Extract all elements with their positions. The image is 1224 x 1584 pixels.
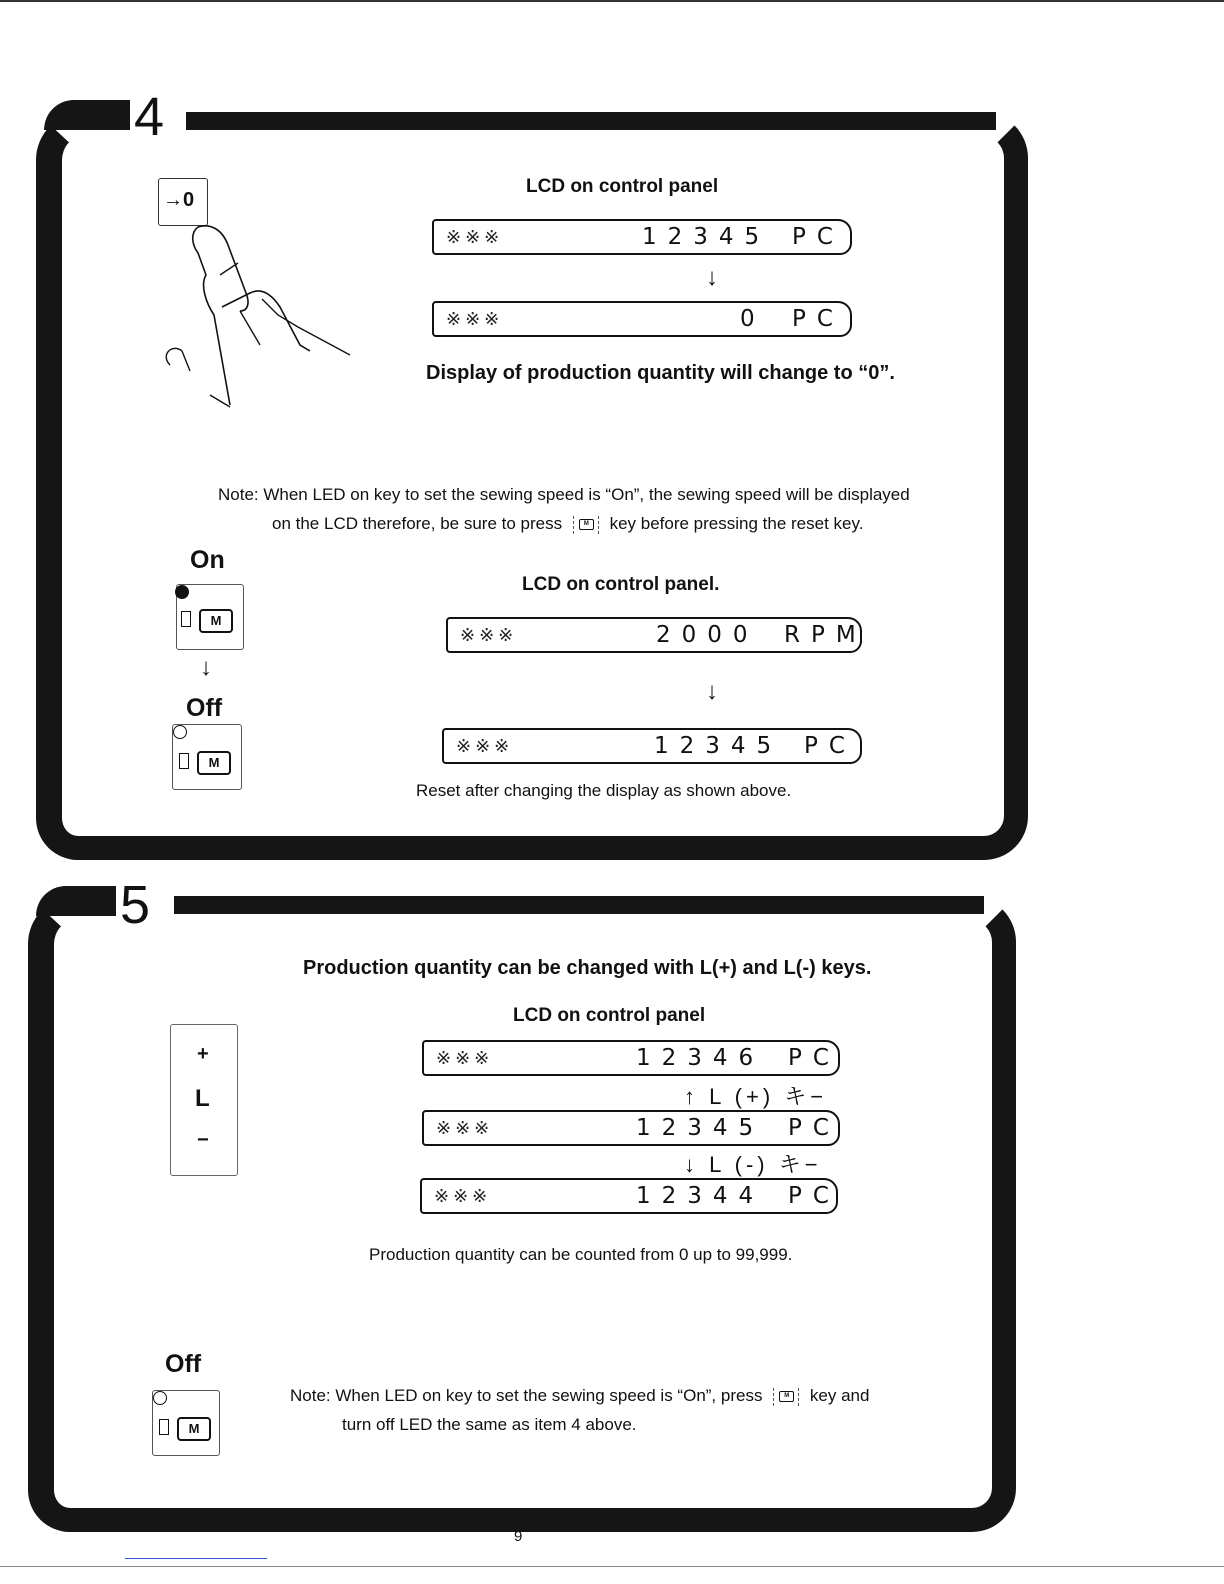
reset-key-label: →0 <box>163 189 195 211</box>
speed-key-off[interactable] <box>152 1390 220 1456</box>
lcd-unit: PC <box>788 1183 840 1209</box>
speed-key-icon: M <box>573 516 599 534</box>
lcd-title: LCD on control panel <box>526 176 719 197</box>
down-arrow-icon: ↓ <box>706 678 718 705</box>
minus-key-hint: ↓ L (-) キ− <box>684 1152 822 1177</box>
down-arrow-icon: ↓ <box>200 654 212 681</box>
section-5-heading: Production quantity can be changed with L(+) and L(-) keys. <box>303 957 872 979</box>
off-label: Off <box>186 694 223 722</box>
lcd-title-2: LCD on control panel. <box>522 574 720 595</box>
plus-key-label[interactable]: + <box>197 1043 209 1065</box>
minus-key-label[interactable]: − <box>197 1129 209 1151</box>
lcd-unit: RPM <box>784 622 867 648</box>
lcd-value: 12345 <box>654 733 783 759</box>
note-line-1 <box>290 1386 869 1406</box>
off-label: Off <box>165 1350 202 1378</box>
speed-key-on[interactable] <box>176 584 244 650</box>
lcd-value: 0 <box>740 306 766 332</box>
top-rule <box>0 0 1224 2</box>
l-key-letter: L <box>195 1085 210 1112</box>
l-key[interactable] <box>170 1024 238 1176</box>
lcd-value: 2000 <box>656 622 759 648</box>
note-line-1a: Note: When LED on key to set the sewing speed is “On”, press <box>290 1386 763 1405</box>
caption-reset-result: Display of production quantity will change to “0”. <box>426 362 895 384</box>
lcd-indicator-icon: ※※※ <box>460 625 518 646</box>
lcd-indicator-icon: ※※※ <box>434 1186 492 1207</box>
lcd-indicator-icon: ※※※ <box>436 1118 494 1139</box>
lcd-unit: PC <box>788 1045 840 1071</box>
lcd-unit: PC <box>792 306 844 332</box>
footer-link-underline[interactable] <box>125 1558 267 1559</box>
note-line-2b: key before pressing the reset key. <box>609 514 864 533</box>
key-handle-icon <box>181 611 191 627</box>
lcd-indicator-icon: ※※※ <box>436 1048 494 1069</box>
m-key-label: M <box>197 751 231 775</box>
section-5-number: 5 <box>120 875 151 935</box>
lcd-display-before <box>432 219 852 255</box>
lcd-indicator-icon: ※※※ <box>446 227 504 248</box>
lcd-value: 12345 <box>636 1115 765 1141</box>
note-line-2a: on the LCD therefore, be sure to press <box>272 514 563 533</box>
note-line-2 <box>272 514 863 534</box>
range-caption: Production quantity can be counted from 0 up to 99,999. <box>369 1245 793 1264</box>
plus-key-hint: ↑ L (+) キ− <box>684 1084 828 1109</box>
lcd-unit: PC <box>788 1115 840 1141</box>
on-label: On <box>190 546 225 574</box>
lcd-indicator-icon: ※※※ <box>446 309 504 330</box>
key-handle-icon <box>159 1419 169 1435</box>
finger-illustration <box>150 215 370 415</box>
led-off-indicator <box>153 1391 167 1405</box>
lcd-display-current <box>422 1110 840 1146</box>
lcd-value: 12346 <box>636 1045 765 1071</box>
reset-caption: Reset after changing the display as shown above. <box>416 781 792 800</box>
lcd-unit: PC <box>804 733 856 759</box>
key-handle-icon <box>179 753 189 769</box>
lcd-value: 12344 <box>636 1183 765 1209</box>
lcd-title: LCD on control panel <box>513 1005 706 1026</box>
section-5-corner <box>36 886 116 916</box>
speed-key-off[interactable] <box>172 724 242 790</box>
note-line-2: turn off LED the same as item 4 above. <box>342 1415 637 1434</box>
lcd-value: 12345 <box>642 224 771 250</box>
lcd-display-quantity <box>442 728 862 764</box>
page-number: 9 <box>514 1528 523 1545</box>
led-on-indicator <box>175 585 189 599</box>
section-4-corner <box>44 100 130 130</box>
note-line-1b: key and <box>809 1386 870 1405</box>
m-key-label: M <box>199 609 233 633</box>
lcd-display-minus <box>420 1178 838 1214</box>
lcd-display-plus <box>422 1040 840 1076</box>
led-off-indicator <box>173 725 187 739</box>
note-line-1: Note: When LED on key to set the sewing speed is “On”, the sewing speed will be displayed <box>218 485 910 504</box>
lcd-indicator-icon: ※※※ <box>456 736 514 757</box>
m-key-label: M <box>177 1417 211 1441</box>
lcd-unit: PC <box>792 224 844 250</box>
lcd-display-after <box>432 301 852 337</box>
section-4-number: 4 <box>134 87 165 147</box>
lcd-display-speed <box>446 617 867 653</box>
down-arrow-icon: ↓ <box>706 264 718 291</box>
footer-rule <box>0 1566 1224 1567</box>
speed-key-icon: M <box>773 1388 799 1406</box>
